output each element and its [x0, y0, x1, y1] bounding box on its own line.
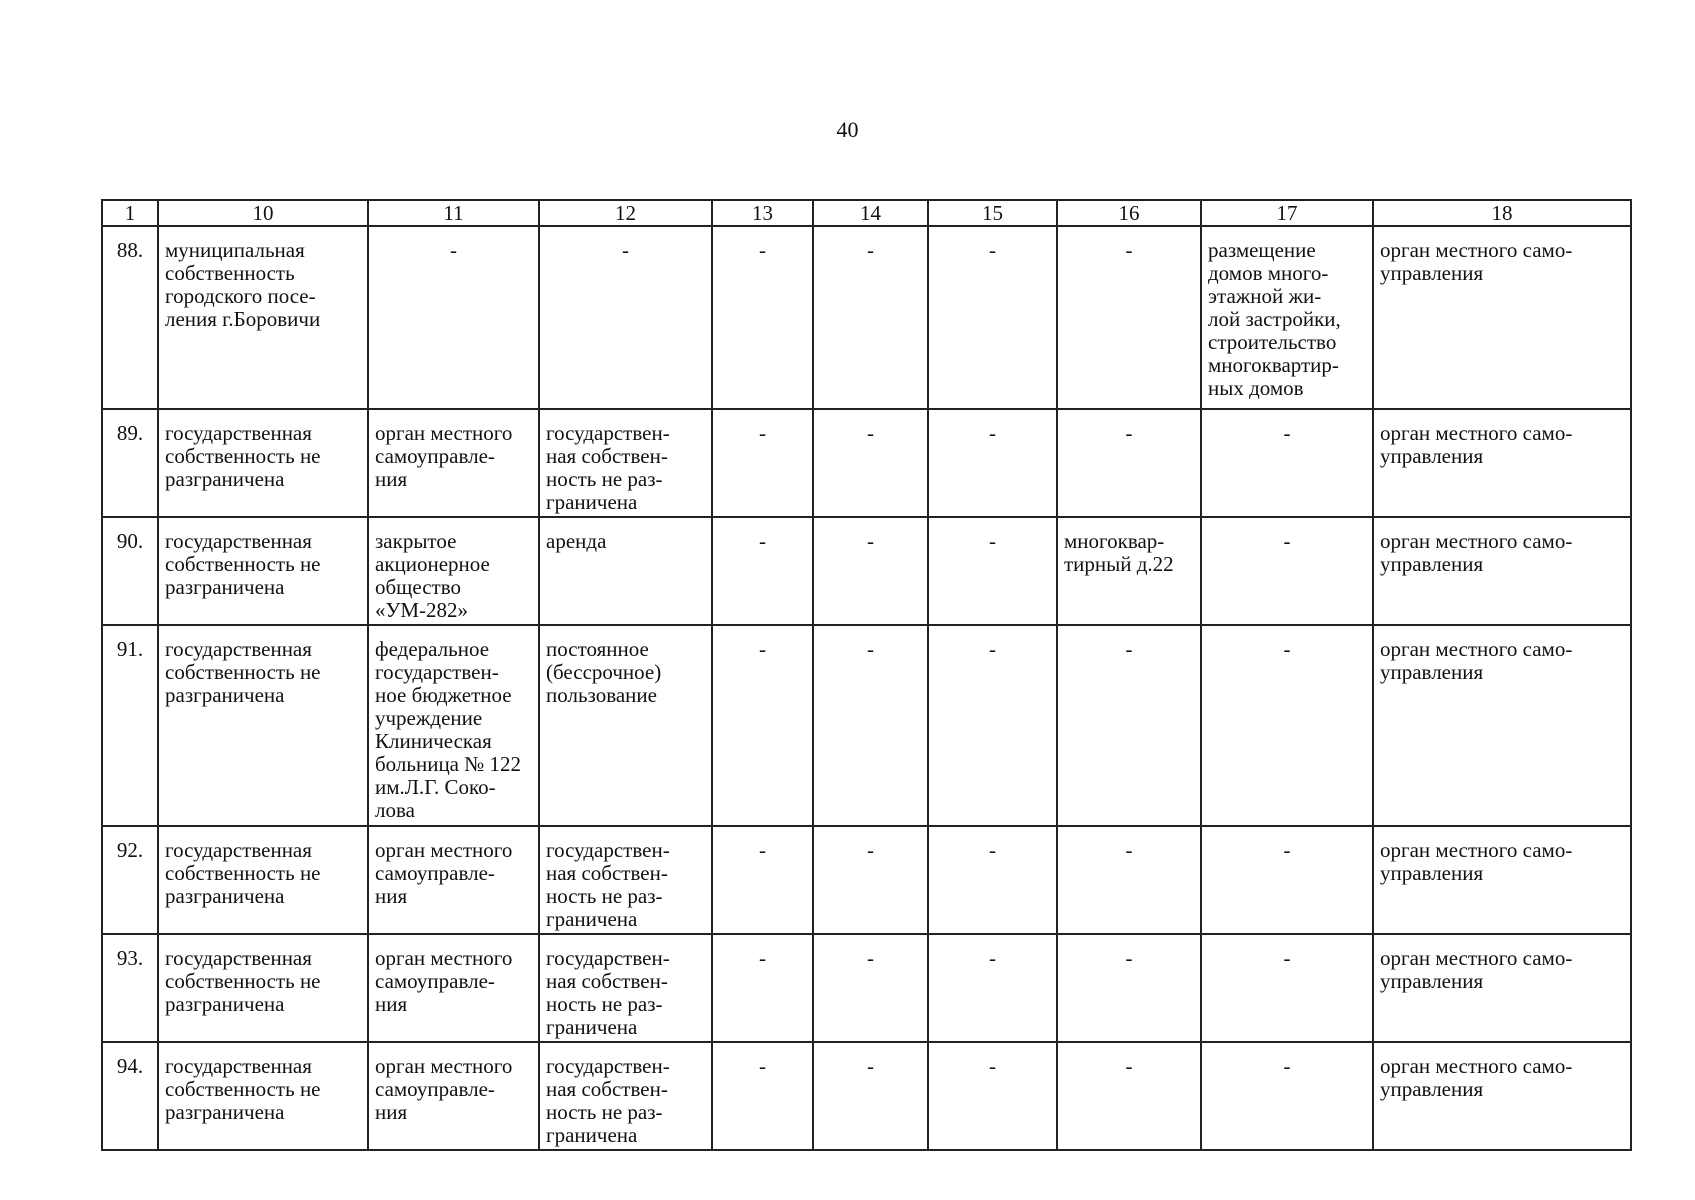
ownership-form: государственная собственность не разграничена [158, 826, 368, 934]
right-holder: федеральное государствен- ное бюджетное учреждение Клиническая больница № 122 им.Л.Г. Соко- лова [368, 625, 539, 826]
table-row [102, 934, 1631, 1042]
column-header-18: 18 [1373, 200, 1631, 226]
cell-col-16: - [1057, 1042, 1201, 1150]
cell-col-17: - [1201, 826, 1373, 934]
table-row [102, 826, 1631, 934]
table-header [102, 200, 1631, 226]
right-holder: - [368, 226, 539, 409]
cell-col-15: - [928, 934, 1057, 1042]
table-row [102, 1042, 1631, 1150]
row-number: 88. [102, 226, 158, 409]
table-row [102, 226, 1631, 409]
cell-col-14: - [813, 226, 928, 409]
table-body [102, 226, 1631, 1150]
table-row [102, 625, 1631, 826]
cell-col-18: орган местного само- управления [1373, 1042, 1631, 1150]
column-header-16: 16 [1057, 200, 1201, 226]
cell-col-17: - [1201, 517, 1373, 625]
ownership-form: государственная собственность не разграничена [158, 625, 368, 826]
column-header-11: 11 [368, 200, 539, 226]
row-number: 89. [102, 409, 158, 517]
row-number: 92. [102, 826, 158, 934]
cell-col-14: - [813, 934, 928, 1042]
cell-col-15: - [928, 517, 1057, 625]
cell-col-13: - [712, 226, 813, 409]
cell-col-18: орган местного само- управления [1373, 226, 1631, 409]
cell-col-16: многоквар- тирный д.22 [1057, 517, 1201, 625]
cell-col-16: - [1057, 934, 1201, 1042]
ownership-form: государственная собственность не разграничена [158, 517, 368, 625]
cell-col-17: - [1201, 625, 1373, 826]
right-type: постоянное (бессрочное) пользование [539, 625, 712, 826]
cell-col-13: - [712, 409, 813, 517]
right-holder: закрытое акционерное общество «УМ-282» [368, 517, 539, 625]
cell-col-17: размещение домов много- этажной жи- лой застройки, строительство многоквартир- ных домов [1201, 226, 1373, 409]
cell-col-18: орган местного само- управления [1373, 517, 1631, 625]
cell-col-15: - [928, 226, 1057, 409]
ownership-form: муниципальная собственность городского посе- ления г.Боровичи [158, 226, 368, 409]
right-type: - [539, 226, 712, 409]
cell-col-15: - [928, 1042, 1057, 1150]
cell-col-13: - [712, 826, 813, 934]
cell-col-16: - [1057, 625, 1201, 826]
column-header-13: 13 [712, 200, 813, 226]
cell-col-15: - [928, 826, 1057, 934]
cell-col-13: - [712, 517, 813, 625]
row-number: 91. [102, 625, 158, 826]
cell-col-13: - [712, 934, 813, 1042]
land-plots-table [101, 199, 1632, 1151]
right-type: государствен- ная собствен- ность не раз- граничена [539, 1042, 712, 1150]
cell-col-17: - [1201, 934, 1373, 1042]
ownership-form: государственная собственность не разграничена [158, 409, 368, 517]
right-holder: орган местного самоуправле- ния [368, 1042, 539, 1150]
right-holder: орган местного самоуправле- ния [368, 826, 539, 934]
right-type: аренда [539, 517, 712, 625]
cell-col-15: - [928, 625, 1057, 826]
column-header-12: 12 [539, 200, 712, 226]
cell-col-14: - [813, 1042, 928, 1150]
right-type: государствен- ная собствен- ность не раз- граничена [539, 409, 712, 517]
column-header-14: 14 [813, 200, 928, 226]
page-number: 40 [836, 117, 859, 142]
column-header-10: 10 [158, 200, 368, 226]
cell-col-15: - [928, 409, 1057, 517]
cell-col-18: орган местного само- управления [1373, 625, 1631, 826]
cell-col-18: орган местного само- управления [1373, 934, 1631, 1042]
cell-col-14: - [813, 826, 928, 934]
cell-col-14: - [813, 517, 928, 625]
cell-col-17: - [1201, 409, 1373, 517]
column-header-17: 17 [1201, 200, 1373, 226]
row-number: 94. [102, 1042, 158, 1150]
column-header-1: 1 [102, 200, 158, 226]
row-number: 93. [102, 934, 158, 1042]
cell-col-16: - [1057, 226, 1201, 409]
table-row [102, 517, 1631, 625]
right-holder: орган местного самоуправле- ния [368, 409, 539, 517]
cell-col-16: - [1057, 826, 1201, 934]
table-row [102, 409, 1631, 517]
right-type: государствен- ная собствен- ность не раз- граничена [539, 826, 712, 934]
right-type: государствен- ная собствен- ность не раз- граничена [539, 934, 712, 1042]
ownership-form: государственная собственность не разграничена [158, 934, 368, 1042]
cell-col-13: - [712, 625, 813, 826]
cell-col-16: - [1057, 409, 1201, 517]
column-header-15: 15 [928, 200, 1057, 226]
right-holder: орган местного самоуправле- ния [368, 934, 539, 1042]
cell-col-18: орган местного само- управления [1373, 409, 1631, 517]
cell-col-14: - [813, 625, 928, 826]
row-number: 90. [102, 517, 158, 625]
cell-col-13: - [712, 1042, 813, 1150]
header-row [102, 200, 1631, 226]
cell-col-14: - [813, 409, 928, 517]
ownership-form: государственная собственность не разграничена [158, 1042, 368, 1150]
cell-col-18: орган местного само- управления [1373, 826, 1631, 934]
cell-col-17: - [1201, 1042, 1373, 1150]
